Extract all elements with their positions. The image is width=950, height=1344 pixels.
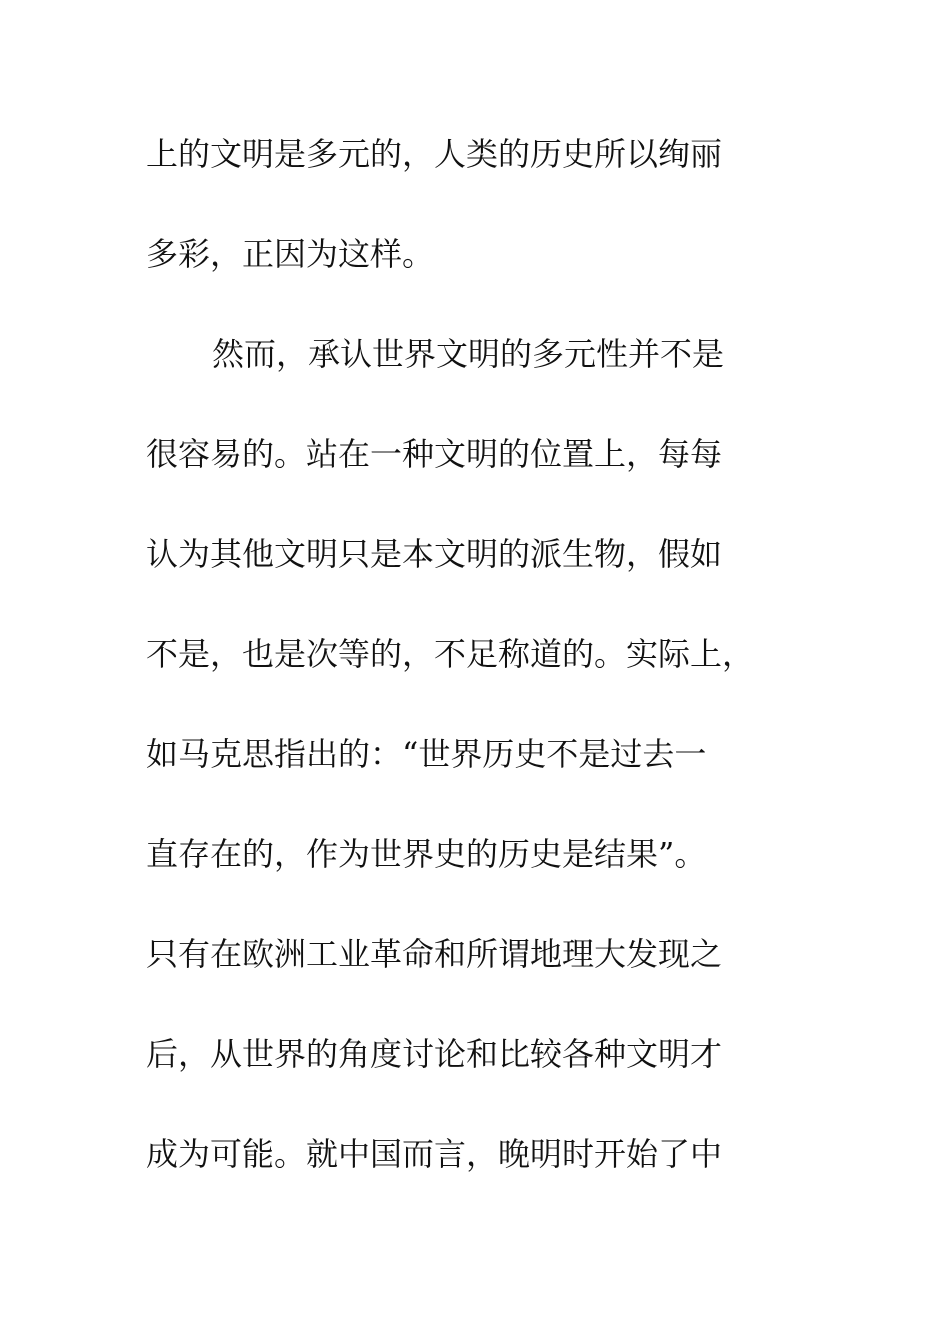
text-line-5: 认为其他文明只是本文明的派生物，假如 xyxy=(146,535,723,573)
text-line-2: 多彩，正因为这样。 xyxy=(146,235,435,273)
body-text xyxy=(146,128,806,1228)
text-line-4: 很容易的。站在一种文明的位置上，每每 xyxy=(146,435,723,473)
text-line-8: 直存在的，作为世界史的历史是结果”。 xyxy=(146,835,707,873)
text-line-1: 上的文明是多元的，人类的历史所以绚丽 xyxy=(146,135,723,173)
text-line-6: 不是，也是次等的，不足称道的。实际上， xyxy=(146,635,755,673)
text-line-10: 后，从世界的角度讨论和比较各种文明才 xyxy=(146,1035,723,1073)
text-line-3-paragraph-start: 然而，承认世界文明的多元性并不是 xyxy=(212,335,725,373)
text-line-11: 成为可能。就中国而言，晚明时开始了中 xyxy=(146,1135,723,1173)
text-line-9: 只有在欧洲工业革命和所谓地理大发现之 xyxy=(146,935,723,973)
text-line-7: 如马克思指出的：“世界历史不是过去一 xyxy=(146,735,707,773)
